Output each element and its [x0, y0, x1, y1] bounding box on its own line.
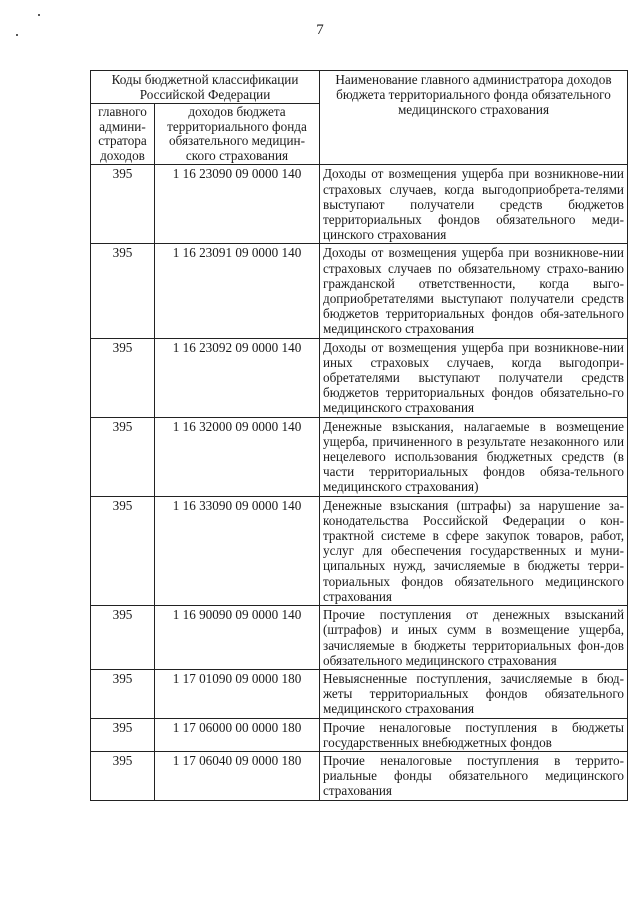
table-row [91, 417, 628, 496]
table-row [91, 496, 628, 605]
header-administrator-name: Наименование главного администратора доходов бюджета территориального фонда обязательного медицинского страхования [320, 71, 628, 165]
scan-speck [16, 34, 18, 36]
income-name-cell: Прочие неналоговые поступления в террито-риальные фонды обязательного медицинского страхования [320, 751, 628, 800]
table-row [91, 338, 628, 417]
admin-code-cell: 395 [91, 417, 155, 496]
income-name-cell: Невыясненные поступления, зачисляемые в бюд-жеты территориальных фондов обязательного медицинского страхования [320, 669, 628, 718]
income-code-cell: 1 17 01090 09 0000 180 [155, 669, 320, 718]
table-row [91, 669, 628, 718]
header-classification-codes: Коды бюджетной классификации Российской Федерации [91, 71, 320, 104]
admin-code-cell: 395 [91, 718, 155, 751]
income-name-cell: Прочие неналоговые поступления в бюджеты государственных внебюджетных фондов [320, 718, 628, 751]
header-income-code: доходов бюджета территориального фонда обязательного медицин-ского страхования [155, 104, 320, 165]
income-name-cell: Доходы от возмещения ущерба при возникнове-нии страховых случаев по обязательному страхо-ванию гражданской ответственности, когда выго-доприобретателями выступают получатели средств бюджетов территориальных фондов обя-зательного медицинского страхования [320, 244, 628, 338]
table-row [91, 244, 628, 338]
income-code-cell: 1 16 33090 09 0000 140 [155, 496, 320, 605]
scan-speck [38, 14, 40, 16]
table-row [91, 606, 628, 670]
table-body [91, 165, 628, 800]
income-name-cell: Денежные взыскания (штрафы) за нарушение за-конодательства Российской Федерации о кон-трактной системе в сфере закупок товаров, работ, услуг для обеспечения государственных и муни-ципальных нужд, зачисляемые в бюджеты терри-ториальных фондов обязательного медицинского страхования [320, 496, 628, 605]
admin-code-cell: 395 [91, 496, 155, 605]
admin-code-cell: 395 [91, 751, 155, 800]
income-code-cell: 1 16 90090 09 0000 140 [155, 606, 320, 670]
income-name-cell: Доходы от возмещения ущерба при возникнове-нии страховых случаев, когда выгодоприобрета-телями выступают получатели средств бюджетов территориальных фондов обязательного меди-цинского страхования [320, 165, 628, 244]
table-row [91, 751, 628, 800]
page-number: 7 [316, 22, 324, 38]
income-code-cell: 1 17 06000 00 0000 180 [155, 718, 320, 751]
admin-code-cell: 395 [91, 606, 155, 670]
budget-codes-table [90, 70, 628, 801]
income-name-cell: Доходы от возмещения ущерба при возникнове-нии иных страховых случаев, когда выгодопри-обретателями выступают получатели средств бюджетов территориальных фондов обязательно-го медицинского страхования [320, 338, 628, 417]
income-code-cell: 1 16 23090 09 0000 140 [155, 165, 320, 244]
table-row [91, 165, 628, 244]
income-code-cell: 1 16 32000 09 0000 140 [155, 417, 320, 496]
admin-code-cell: 395 [91, 669, 155, 718]
income-code-cell: 1 17 06040 09 0000 180 [155, 751, 320, 800]
table-row [91, 718, 628, 751]
header-main-administrator: главного админи-стратора доходов [91, 104, 155, 165]
income-name-cell: Прочие поступления от денежных взысканий (штрафов) и иных сумм в возмещение ущерба, зачисляемые в бюджеты территориальных фон-дов обязательного медицинского страхования [320, 606, 628, 670]
income-name-cell: Денежные взыскания, налагаемые в возмещение ущерба, причиненного в результате незаконного или нецелевого использования бюджетных средств (в части территориальных фондов обяза-тельного медицинского страхования) [320, 417, 628, 496]
income-code-cell: 1 16 23091 09 0000 140 [155, 244, 320, 338]
admin-code-cell: 395 [91, 244, 155, 338]
admin-code-cell: 395 [91, 165, 155, 244]
admin-code-cell: 395 [91, 338, 155, 417]
income-code-cell: 1 16 23092 09 0000 140 [155, 338, 320, 417]
